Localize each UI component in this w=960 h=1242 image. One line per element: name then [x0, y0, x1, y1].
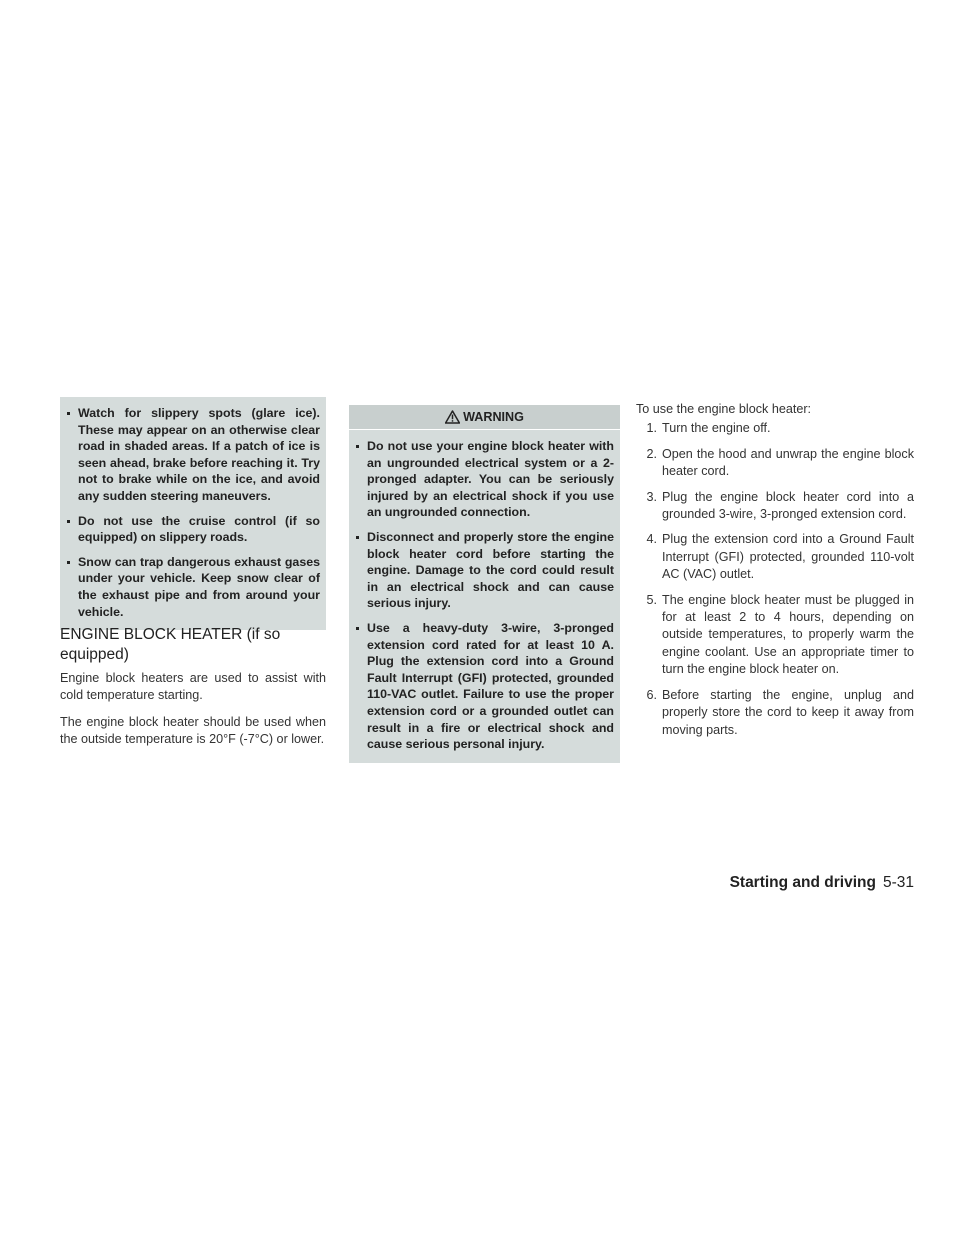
- step-number: 5.: [646, 592, 657, 607]
- step-item: [636, 592, 914, 679]
- warning-body: [349, 430, 620, 763]
- step-text: Before starting the engine, unplug and properly store the cord to keep it away from moving parts.: [662, 687, 914, 737]
- warning-list: [353, 438, 616, 753]
- instructions-steps: [636, 420, 914, 739]
- warning-item: Do not use your engine block heater with an ungrounded electrical system or a 2-pronged adapter. You can be seriously injured by an electrical shock if you use an ungrounded connection.: [353, 438, 616, 521]
- step-item: [636, 489, 914, 524]
- caution-item: Watch for slippery spots (glare ice). These may appear on an otherwise clear road in shaded areas. If a patch of ice is seen ahead, brake before reaching it. Try not to brake while on the ice, and avoid any sudden steering maneuvers.: [64, 405, 322, 505]
- step-item: [636, 446, 914, 481]
- step-text: The engine block heater must be plugged in for at least 2 to 4 hours, depending on outside temperatures, to properly warm the engine coolant. Use an appropriate timer to turn the engine block heater on.: [662, 592, 914, 677]
- caution-box: [60, 397, 326, 630]
- body-paragraph: Engine block heaters are used to assist with cold temperature starting.: [60, 671, 326, 703]
- instructions: [636, 401, 914, 747]
- warning-icon: [445, 410, 460, 424]
- section-heading: ENGINE BLOCK HEATER (if so equipped): [60, 626, 281, 663]
- step-number: 3.: [646, 489, 657, 504]
- step-item: [636, 531, 914, 583]
- instructions-intro: To use the engine block heater:: [636, 402, 812, 416]
- step-text: Plug the extension cord into a Ground Fault Interrupt (GFI) protected, grounded 110-volt AC (VAC) outlet.: [662, 532, 914, 582]
- body-paragraph: The engine block heater should be used when the outside temperature is 20°F (-7°C) or lower.: [60, 714, 326, 747]
- step-text: Turn the engine off.: [662, 421, 771, 436]
- footer-section: Starting and driving: [729, 874, 876, 891]
- step-number: 2.: [646, 446, 657, 461]
- step-number: 6.: [646, 687, 657, 702]
- page-footer: [730, 874, 914, 892]
- warning-header: [349, 405, 620, 430]
- step-item: [636, 687, 914, 739]
- step-item: [636, 420, 914, 437]
- caution-list: [64, 405, 322, 620]
- step-text: Open the hood and unwrap the engine block heater cord.: [662, 446, 914, 479]
- warning-title: WARNING: [463, 410, 524, 424]
- caution-item: Snow can trap dangerous exhaust gases under your vehicle. Keep snow clear of the exhaust pipe and from around your vehicle.: [64, 554, 322, 620]
- warning-box: [349, 405, 620, 763]
- step-number: 4.: [646, 532, 657, 547]
- warning-item: Disconnect and properly store the engine block heater cord before starting the engine. Damage to the cord could result in an electrical shock and can cause serious injury.: [353, 529, 616, 612]
- page-number: 5-31: [882, 874, 914, 891]
- warning-item: Use a heavy-duty 3-wire, 3-pronged extension cord rated for at least 10 A. Plug the extension cord into a Ground Fault Interrupt (GFI) protected, grounded 110-VAC outlet. Failure to use the proper extension cord or a grounded outlet can result in a fire or electrical shock and cause serious personal injury.: [353, 620, 616, 753]
- step-text: Plug the engine block heater cord into a grounded 3-wire, 3-pronged extension cord.: [662, 489, 914, 522]
- step-number: 1.: [646, 421, 657, 436]
- section-body: [60, 670, 326, 758]
- caution-item: Do not use the cruise control (if so equipped) on slippery roads.: [64, 513, 322, 546]
